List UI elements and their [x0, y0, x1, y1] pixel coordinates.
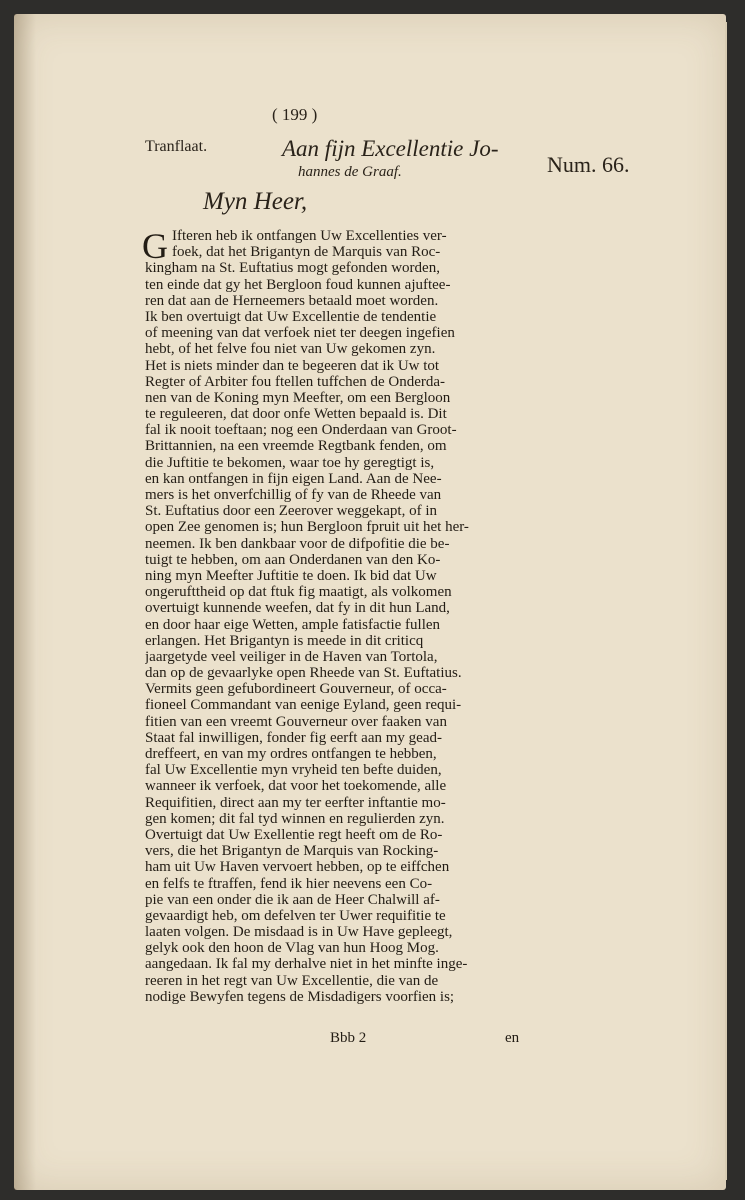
address-line-2: hannes de Graaf.: [298, 164, 402, 180]
text-line: laaten volgen. De misdaad is in Uw Have gepleegt,: [145, 924, 453, 941]
text-line: mers is het onverfchillig of fy van de Rheede van: [145, 487, 442, 503]
text-line: Staat fal inwilligen, fonder fig eerft aan my gead-: [145, 729, 442, 746]
text-line: ren dat aan de Herneemers betaald moet worden.: [145, 292, 439, 309]
text-line: open Zee genomen is; hun Bergloon fpruit uit het her-: [145, 519, 469, 536]
drop-cap: G: [142, 226, 168, 266]
text-line: reeren in het regt van Uw Excellentie, die van de: [145, 972, 439, 989]
text-line: ning myn Meefter Juftitie te doen. Ik bid dat Uw: [145, 567, 437, 584]
text-line: pie van een onder die ik aan de Heer Chalwill af-: [145, 891, 440, 908]
text-line: Ifteren heb ik ontfangen Uw Excellenties ver-: [172, 228, 447, 244]
text-line: wanneer ik verfoek, dat voor het toekomende, alle: [145, 778, 447, 795]
text-line: overtuigt kunnende weefen, dat fy in dit hun Land,: [145, 600, 450, 617]
text-line: Regter of Arbiter fou ftellen tuffchen de Onderda-: [145, 373, 446, 390]
text-line: erlangen. Het Brigantyn is meede in dit criticq: [145, 632, 424, 649]
page-number: ( 199 ): [272, 105, 318, 124]
text-line: Overtuigt dat Uw Exellentie regt heeft om de Ro-: [145, 826, 443, 843]
signature-mark: Bbb 2: [330, 1030, 367, 1046]
text-line: dreffeert, en van my ordres ontfangen te hebben,: [145, 746, 437, 762]
text-line: neemen. Ik ben dankbaar voor de difpofitie die be-: [145, 535, 450, 552]
text-line: ten einde dat gy het Bergloon foud kunnen ajuftee-: [145, 276, 451, 293]
text-line: of meening van dat verfoek niet ter deegen ingefien: [145, 325, 455, 342]
text-line: en kan ontfangen in fijn eigen Land. Aan de Nee-: [145, 470, 442, 487]
letter-lines: [145, 228, 537, 1005]
text-line: Ik ben overtuigt dat Uw Excellentie de tendentie: [145, 308, 437, 325]
text-line: gevaardigt heb, om defelven ter Uwer requifitie te: [145, 907, 446, 924]
catchword: en: [505, 1030, 520, 1046]
text-line: ham uit Uw Haven vervoert hebben, op te eiffchen: [145, 859, 450, 876]
text-line: en felfs te ftraffen, fend ik hier neevens een Co-: [145, 875, 433, 892]
salutation: Myn Heer,: [203, 188, 308, 215]
text-line: die Juftitie te bekomen, waar toe hy geregtigt is,: [145, 454, 435, 471]
gutter-shadow: [14, 14, 36, 1190]
page-edge: [725, 22, 727, 1180]
text-line: nodige Bewyfen tegens de Misdadigers voorfien is;: [145, 988, 455, 1005]
text-line: dan op de gevaarlyke open Rheede van St. Euftatius.: [145, 665, 462, 682]
text-line: fal ik nooit toeftaan; nog een Onderdaan van Groot-: [145, 422, 457, 439]
text-line: Het is niets minder dan te begeeren dat ik Uw tot: [145, 357, 440, 374]
text-line: gen komen; dit fal tyd winnen en regulierden zyn.: [145, 810, 445, 827]
text-line: Brittannien, na een vreemde Regtbank fenden, om: [145, 438, 447, 455]
text-line: nen van de Koning myn Meefter, om een Bergloon: [145, 389, 451, 406]
text-line: ongerufttheid op dat ftuk fig maatigt, als volkomen: [145, 584, 452, 601]
address-line-1: Aan fijn Excellentie Jo-: [282, 136, 499, 161]
text-line: Requifitien, direct aan my ter eerfter inftantie mo-: [145, 794, 446, 811]
text-line: fioneel Commandant van eenige Eyland, geen requi-: [145, 697, 462, 714]
text-line: hebt, of het felve fou niet van Uw gekomen zyn.: [145, 341, 436, 358]
text-line: jaargetyde veel veiliger in de Haven van Tortola,: [145, 648, 438, 665]
letter-body: [142, 226, 537, 1005]
text-line: en door haar eige Wetten, ample fatisfactie fullen: [145, 616, 441, 633]
text-line: fitien van een vreemt Gouverneur over faaken van: [145, 713, 447, 730]
text-line: fal Uw Excellentie myn vryheid ten befte duiden,: [145, 762, 442, 779]
text-line: vers, die het Brigantyn de Marquis van Rocking-: [145, 843, 439, 860]
document-number: Num. 66.: [547, 152, 630, 177]
text-line: gelyk ook den hoon de Vlag van hun Hoog Mog.: [145, 940, 439, 957]
text-line: te reguleeren, dat door onfe Wetten bepaald is. Dit: [145, 406, 447, 423]
text-line: tuigt te hebben, om aan Onderdanen van den Ko-: [145, 551, 441, 568]
text-line: kingham na St. Euftatius mogt gefonden worden,: [145, 260, 440, 277]
text-line: St. Euftatius door een Zeerover weggekapt, of in: [145, 503, 437, 520]
text-line: aangedaan. Ik fal my derhalve niet in het minfte inge-: [145, 956, 468, 973]
text-line: foek, dat het Brigantyn de Marquis van Roc-: [172, 244, 441, 261]
text-line: Vermits geen gefubordineert Gouverneur, of occa-: [145, 681, 447, 698]
translation-label: Tranflaat.: [145, 138, 208, 155]
